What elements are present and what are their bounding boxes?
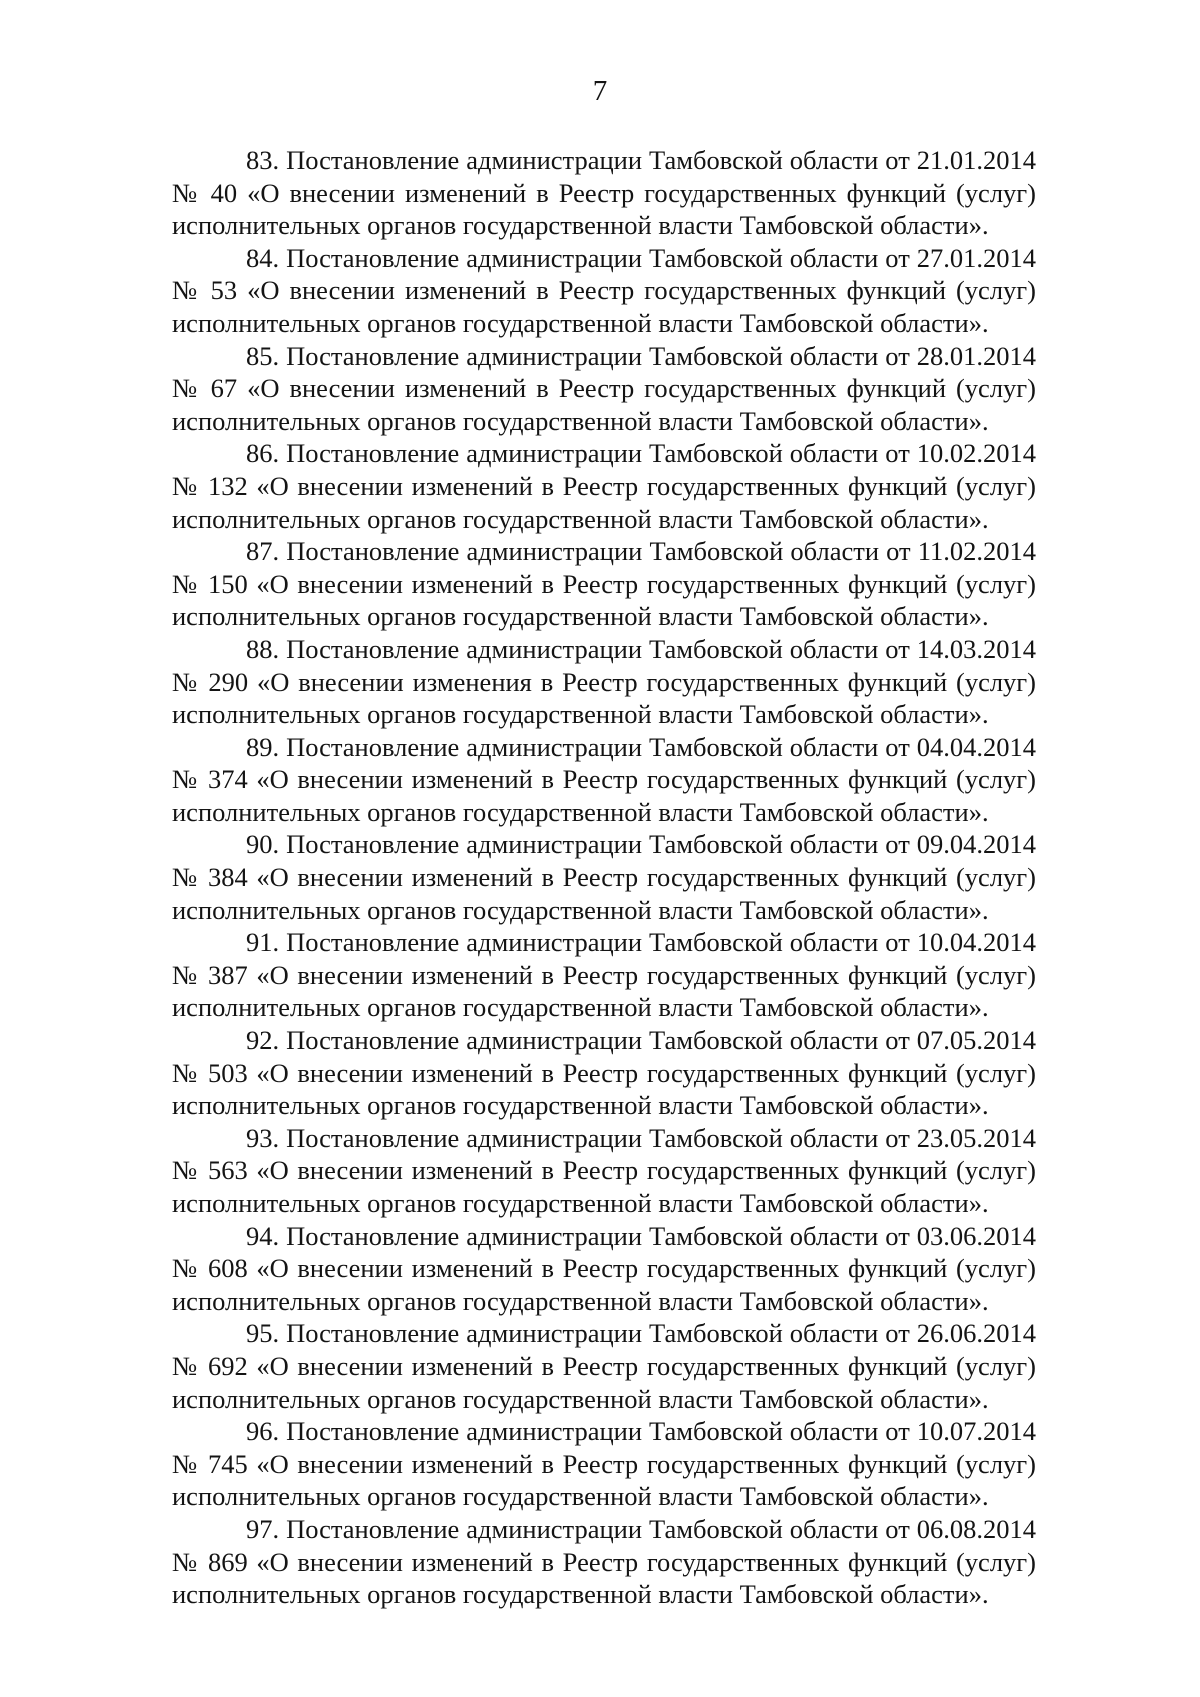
entry-heading: 97. Постановление администрации Тамбовской области от 06.08.2014 <box>246 1513 1036 1544</box>
list-item-88 <box>172 633 1036 731</box>
entry-title: № 150 «О внесении изменений в Реестр государственных функций (услуг) <box>172 568 1036 599</box>
entry-title-end: исполнительных органов государственной власти Тамбовской области». <box>172 1090 989 1121</box>
entry-title-end: исполнительных органов государственной власти Тамбовской области». <box>172 699 989 730</box>
entry-heading: 83. Постановление администрации Тамбовской области от 21.01.2014 <box>246 145 1036 175</box>
list-item-83 <box>172 144 1036 242</box>
entry-title-end: исполнительных органов государственной власти Тамбовской области». <box>172 210 989 241</box>
list-item-96 <box>172 1415 1036 1513</box>
list-item-90 <box>172 828 1036 926</box>
entry-title: № 869 «О внесении изменений в Реестр государственных функций (услуг) <box>172 1546 1036 1577</box>
entry-heading: 89. Постановление администрации Тамбовской области от 04.04.2014 <box>246 731 1036 762</box>
entry-title: № 290 «О внесении изменения в Реестр государственных функций (услуг) <box>172 666 1036 697</box>
entry-heading: 92. Постановление администрации Тамбовской области от 07.05.2014 <box>246 1025 1036 1056</box>
entry-title-end: исполнительных органов государственной власти Тамбовской области». <box>172 601 989 632</box>
entry-heading: 88. Постановление администрации Тамбовской области от 14.03.2014 <box>246 633 1036 664</box>
entry-title-end: исполнительных органов государственной власти Тамбовской области». <box>172 503 989 534</box>
entry-title-end: исполнительных органов государственной власти Тамбовской области». <box>172 307 989 338</box>
entry-title-end: исполнительных органов государственной власти Тамбовской области». <box>172 1579 989 1610</box>
list-item-87 <box>172 535 1036 633</box>
entry-heading: 93. Постановление администрации Тамбовской области от 23.05.2014 <box>246 1122 1036 1153</box>
list-item-95 <box>172 1317 1036 1415</box>
entry-title-end: исполнительных органов государственной власти Тамбовской области». <box>172 405 989 436</box>
page-number: 7 <box>592 75 608 107</box>
entry-title: № 503 «О внесении изменений в Реестр государственных функций (услуг) <box>172 1057 1036 1088</box>
entry-title: № 374 «О внесении изменений в Реестр государственных функций (услуг) <box>172 764 1036 795</box>
entry-heading: 86. Постановление администрации Тамбовской области от 10.02.2014 <box>246 438 1036 469</box>
entry-heading: 91. Постановление администрации Тамбовской области от 10.04.2014 <box>246 927 1036 958</box>
entry-title: № 132 «О внесении изменений в Реестр государственных функций (услуг) <box>172 470 1036 501</box>
entry-title: № 608 «О внесении изменений в Реестр государственных функций (услуг) <box>172 1253 1036 1284</box>
entry-heading: 84. Постановление администрации Тамбовской области от 27.01.2014 <box>246 242 1036 273</box>
entry-heading: 90. Постановление администрации Тамбовской области от 09.04.2014 <box>246 829 1036 860</box>
entry-title: № 387 «О внесении изменений в Реестр государственных функций (услуг) <box>172 959 1036 990</box>
entry-title: № 67 «О внесении изменений в Реестр государственных функций (услуг) <box>172 373 1036 404</box>
list-item-92 <box>172 1024 1036 1122</box>
list-item-84 <box>172 242 1036 340</box>
list-item-97 <box>172 1513 1036 1611</box>
list-item-89 <box>172 731 1036 829</box>
entry-title: № 384 «О внесении изменений в Реестр государственных функций (услуг) <box>172 862 1036 893</box>
list-item-91 <box>172 926 1036 1024</box>
list-item-86 <box>172 437 1036 535</box>
entry-heading: 94. Постановление администрации Тамбовской области от 03.06.2014 <box>246 1220 1036 1251</box>
entry-title-end: исполнительных органов государственной власти Тамбовской области». <box>172 1285 989 1316</box>
entry-title-end: исполнительных органов государственной власти Тамбовской области». <box>172 1481 989 1512</box>
list-item-94 <box>172 1220 1036 1318</box>
entry-heading: 95. Постановление администрации Тамбовской области от 26.06.2014 <box>246 1318 1036 1349</box>
entry-title-end: исполнительных органов государственной власти Тамбовской области». <box>172 1383 989 1414</box>
list-item-93 <box>172 1122 1036 1220</box>
entry-title-end: исполнительных органов государственной власти Тамбовской области». <box>172 796 989 827</box>
entry-title: № 745 «О внесении изменений в Реестр государственных функций (услуг) <box>172 1448 1036 1479</box>
entry-title-end: исполнительных органов государственной власти Тамбовской области». <box>172 992 989 1023</box>
entry-title: № 53 «О внесении изменений в Реестр государственных функций (услуг) <box>172 275 1036 306</box>
resolution-list <box>172 144 1036 1611</box>
entry-title: № 563 «О внесении изменений в Реестр государственных функций (услуг) <box>172 1155 1036 1186</box>
entry-heading: 96. Постановление администрации Тамбовской области от 10.07.2014 <box>246 1416 1036 1447</box>
entry-title: № 692 «О внесении изменений в Реестр государственных функций (услуг) <box>172 1350 1036 1381</box>
entry-title: № 40 «О внесении изменений в Реестр государственных функций (услуг) <box>172 177 1036 208</box>
list-item-85 <box>172 340 1036 438</box>
entry-title-end: исполнительных органов государственной власти Тамбовской области». <box>172 894 989 925</box>
entry-heading: 85. Постановление администрации Тамбовской области от 28.01.2014 <box>246 340 1036 371</box>
entry-heading: 87. Постановление администрации Тамбовской области от 11.02.2014 <box>246 536 1036 567</box>
entry-title-end: исполнительных органов государственной власти Тамбовской области». <box>172 1188 989 1218</box>
